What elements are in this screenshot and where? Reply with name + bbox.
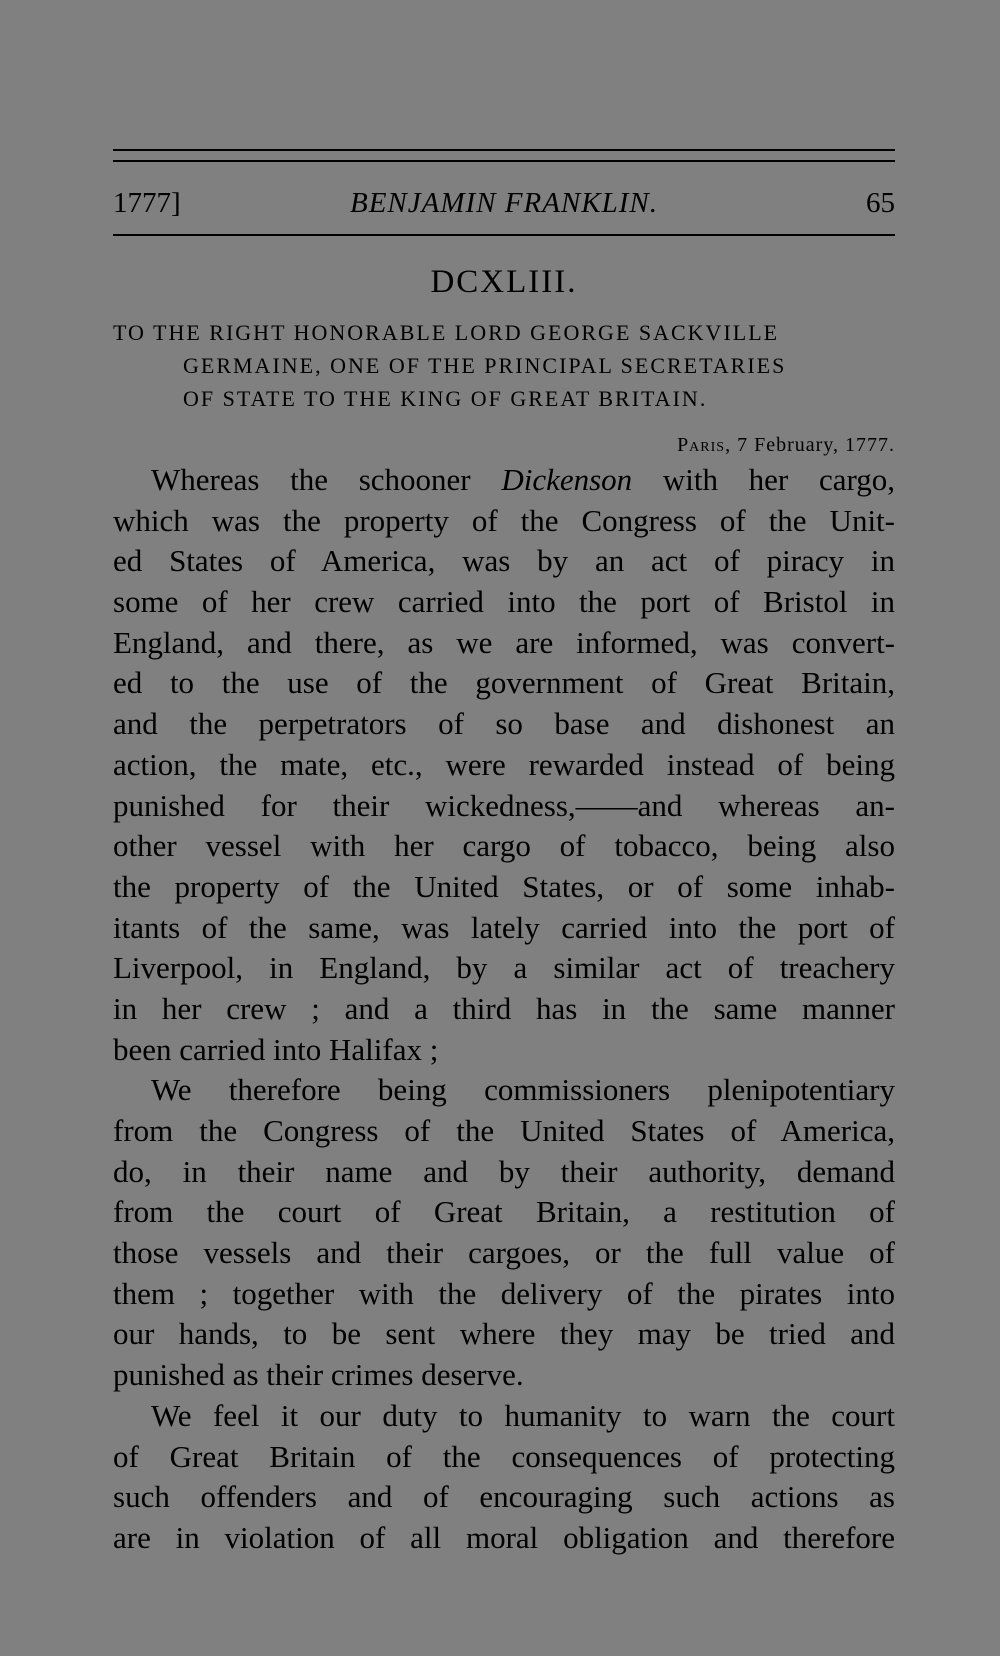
body-line: in her crew ; and a third has in the same manner (113, 990, 895, 1026)
header-rule (113, 234, 895, 236)
ship-name: Dickenson (501, 462, 633, 497)
body-line: some of her crew carried into the port of Bristol in (113, 584, 895, 620)
dateline-place: Paris, (677, 434, 732, 456)
top-rule-lower (113, 160, 895, 162)
body-line: are in violation of all moral obligation and therefore (113, 1519, 895, 1555)
dateline (113, 430, 895, 460)
body-line: punished for their wickedness,——and whereas an- (113, 787, 895, 823)
body-line: been carried into Halifax ; (113, 1031, 439, 1067)
address-line: GERMAINE, ONE OF THE PRINCIPAL SECRETARIES (183, 353, 787, 378)
body-line: other vessel with her cargo of tobacco, being also (113, 828, 895, 864)
body-line: our hands, to be sent where they may be tried and (113, 1316, 895, 1352)
body-line: action, the mate, etc., were rewarded instead of being (113, 746, 895, 782)
running-header (113, 180, 895, 226)
body-line (113, 460, 895, 501)
body-line: England, and there, as we are informed, was convert- (113, 624, 895, 660)
dateline-date: 7 February, 1777. (737, 434, 895, 456)
address-line: OF STATE TO THE KING OF GREAT BRITAIN. (183, 386, 708, 411)
body-line: punished as their crimes deserve. (113, 1357, 524, 1393)
body-line: ed States of America, was by an act of piracy in (113, 543, 895, 579)
address-line: TO THE RIGHT HONORABLE LORD GEORGE SACKVILLE (113, 320, 780, 345)
body-line: those vessels and their cargoes, or the full value of (113, 1235, 895, 1271)
letter-body (113, 460, 895, 1559)
body-line: from the court of Great Britain, a restitution of (113, 1194, 895, 1230)
body-line: which was the property of the Congress of the Unit- (113, 502, 895, 538)
body-line: itants of the same, was lately carried into the port of (113, 909, 895, 945)
header-year: 1777] (113, 187, 181, 219)
body-line: We feel it our duty to humanity to warn the court (151, 1397, 895, 1433)
header-title: BENJAMIN FRANKLIN. (350, 187, 658, 219)
body-line: them ; together with the delivery of the pirates into (113, 1275, 895, 1311)
body-text-segment: Whereas the schooner (151, 462, 502, 497)
body-line: and the perpetrators of so base and dishonest an (113, 706, 895, 742)
body-line: do, in their name and by their authority, demand (113, 1153, 895, 1189)
body-line: Liverpool, in England, by a similar act of treachery (113, 950, 895, 986)
body-line: We therefore being commissioners plenipotentiary (151, 1072, 895, 1108)
body-text-segment: with her cargo, (632, 462, 895, 497)
body-line: from the Congress of the United States of America, (113, 1113, 895, 1148)
body-line: such offenders and of encouraging such actions as (113, 1479, 895, 1515)
letter-number: DCXLIII. (430, 264, 578, 300)
page-number: 65 (866, 187, 895, 219)
letter-address (113, 316, 895, 415)
top-rule-upper (113, 149, 895, 151)
body-line: the property of the United States, or of some inhab- (113, 868, 895, 904)
body-line: of Great Britain of the consequences of protecting (113, 1438, 895, 1474)
body-line: ed to the use of the government of Great Britain, (113, 665, 895, 701)
